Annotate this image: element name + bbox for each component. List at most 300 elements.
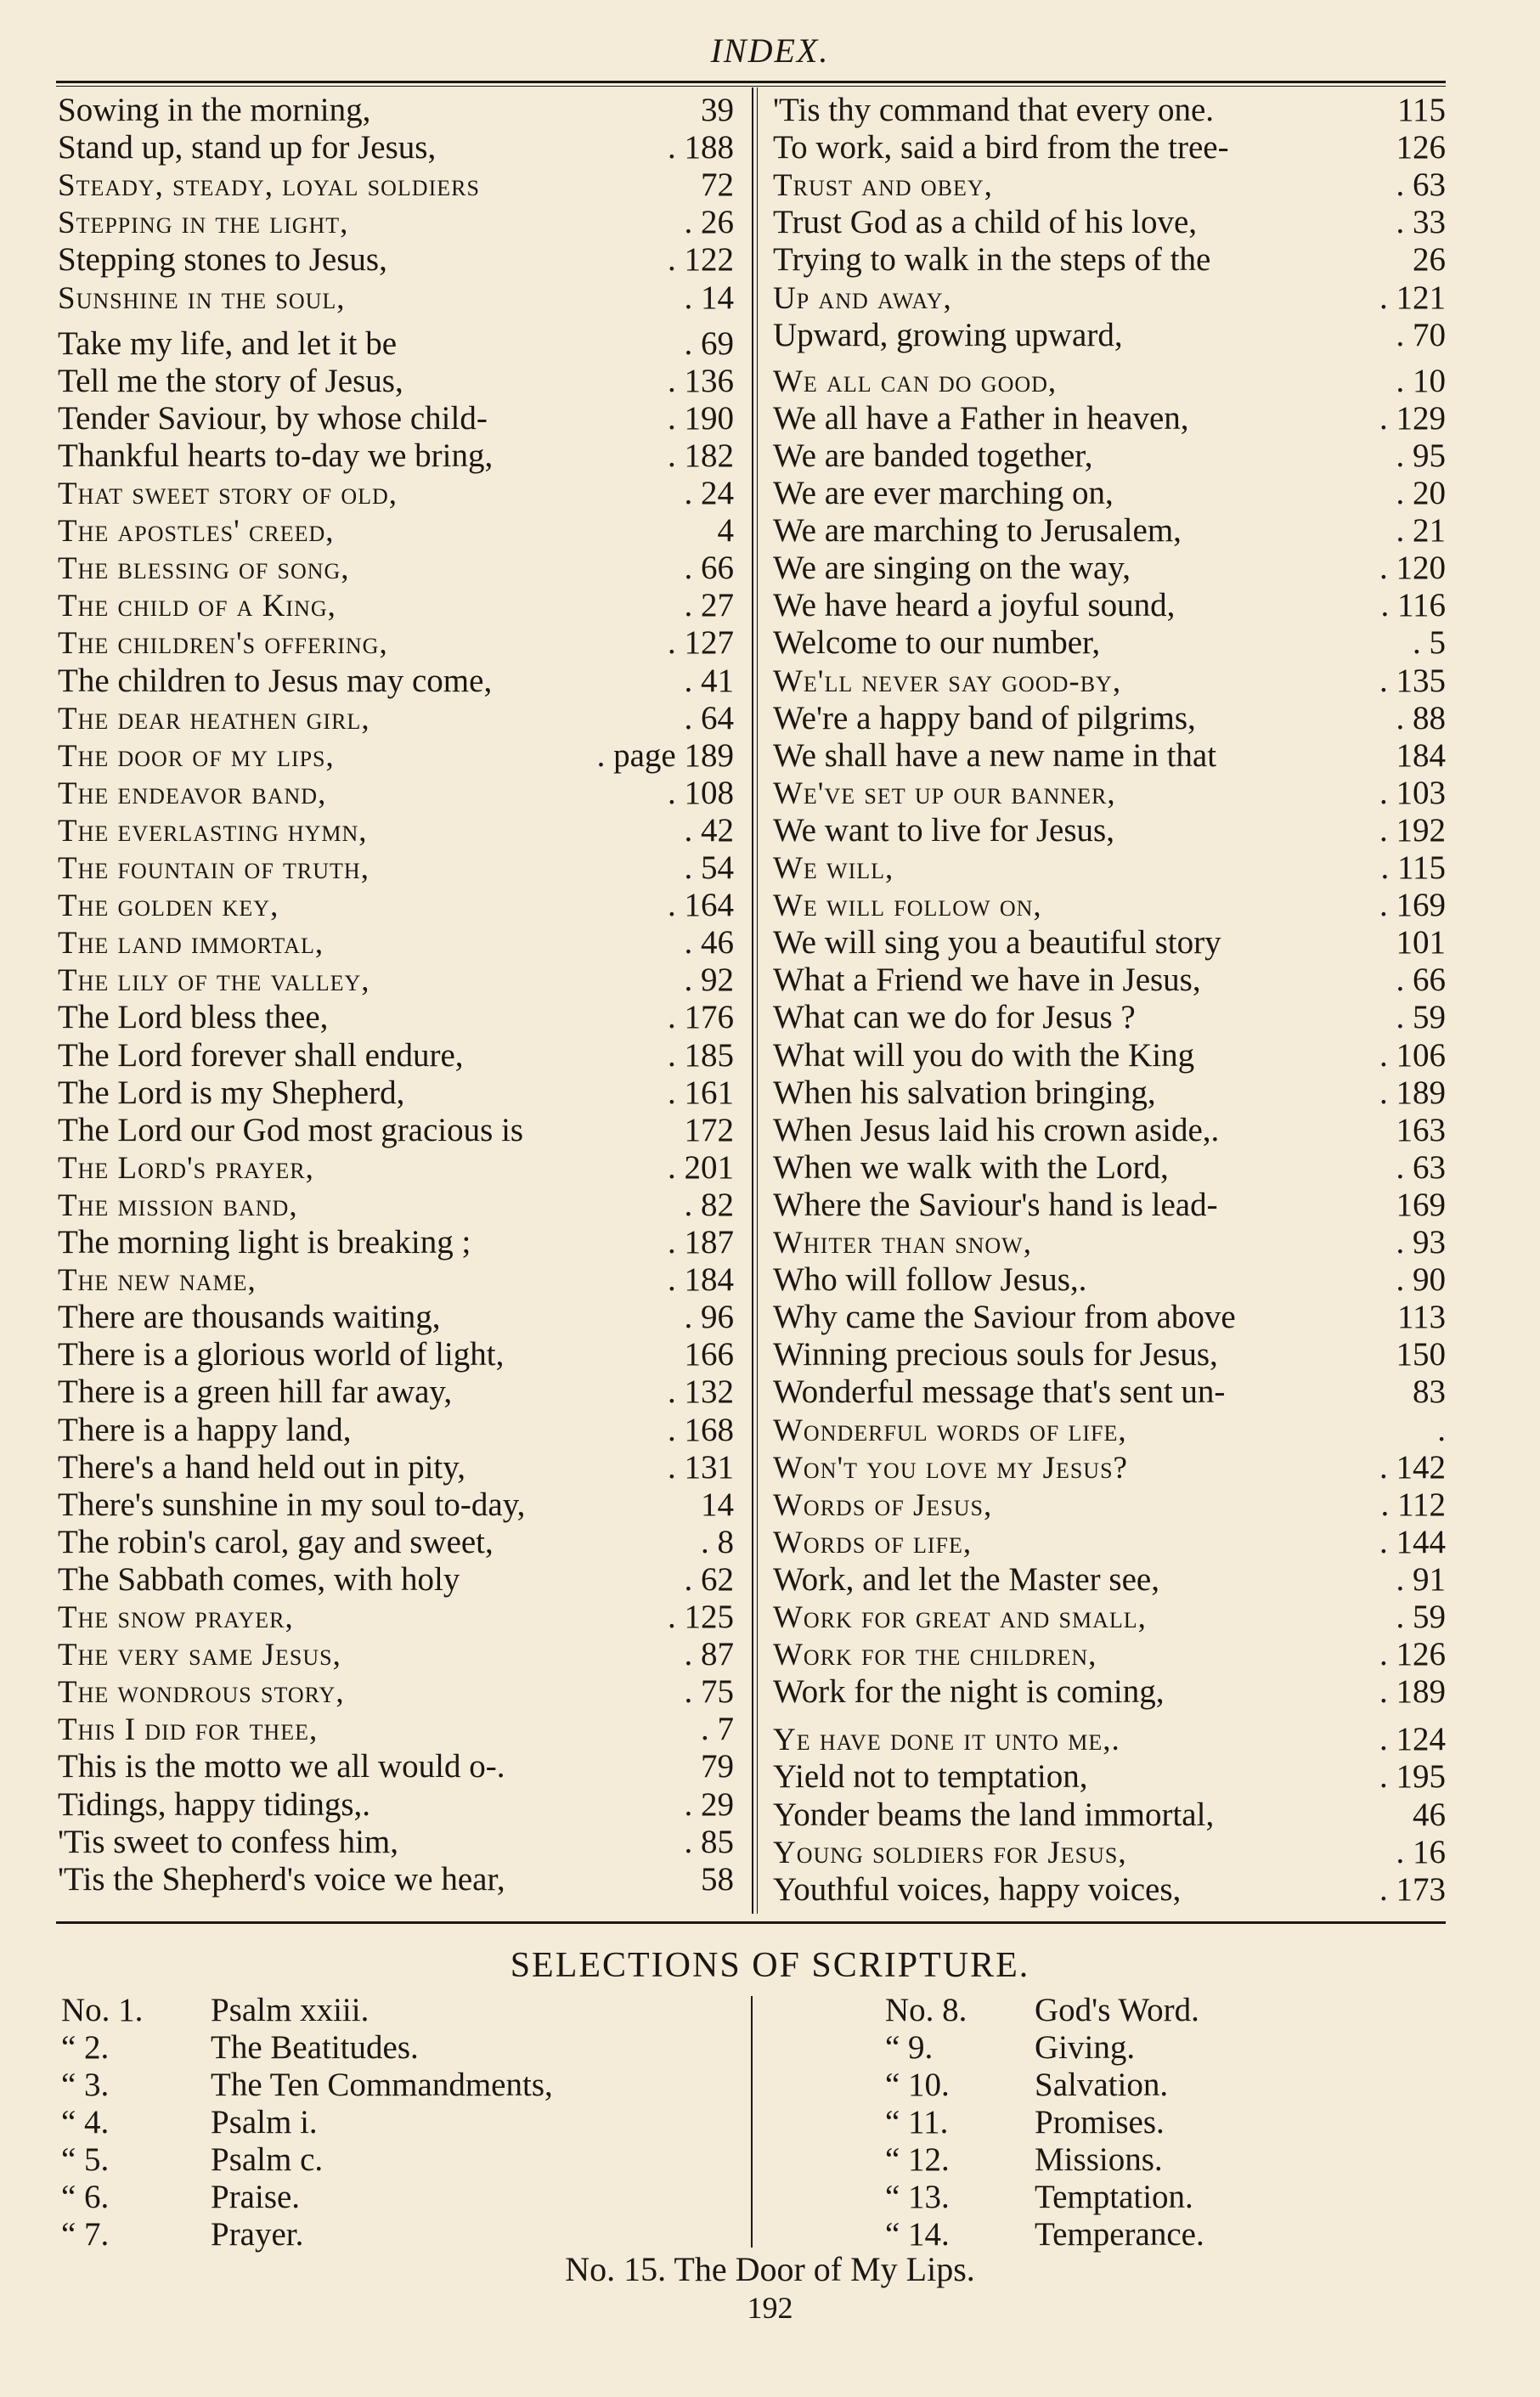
index-entry <box>58 241 734 279</box>
entry-title: Thankful hearts to-day we bring, <box>58 437 494 474</box>
index-entry <box>58 1636 734 1673</box>
entry-title: The apostles' creed, <box>58 514 335 550</box>
entry-title: Work for the night is coming, <box>773 1673 1165 1711</box>
scripture-name: Missions. <box>1035 2141 1163 2178</box>
entry-title: Up and away, <box>773 280 952 316</box>
index-entry <box>773 999 1446 1036</box>
entry-page-number: . 20 <box>1396 475 1446 511</box>
entry-title: What can we do for Jesus ? <box>773 999 1136 1036</box>
entry-title: Youthful voices, happy voices, <box>773 1870 1182 1908</box>
entry-title: We will sing you a beautiful story <box>773 924 1221 962</box>
entry-title: Sunshine in the soul, <box>58 280 346 316</box>
scripture-entry <box>885 1992 1199 2029</box>
entry-title: The very same Jesus, <box>58 1638 341 1673</box>
scripture-number: No. 8. <box>885 1992 967 2028</box>
entry-title: The Lord our God most gracious is <box>58 1111 524 1148</box>
index-entry <box>773 1449 1446 1486</box>
scripture-number: “ 6. <box>61 2179 110 2215</box>
entry-page-number: . 190 <box>668 399 734 437</box>
entry-title: There's sunshine in my soul to-day, <box>58 1486 526 1523</box>
index-entry <box>58 475 734 512</box>
entry-title: There's a hand held out in pity, <box>58 1448 465 1486</box>
entry-title: Won't you love my Jesus? <box>773 1450 1128 1486</box>
entry-page-number: . 195 <box>1379 1758 1446 1796</box>
entry-page-number: . 64 <box>684 699 734 736</box>
index-entry <box>58 279 734 317</box>
entry-page-number: . 85 <box>684 1823 734 1860</box>
index-entry <box>58 1449 734 1486</box>
entry-page-number: . 92 <box>684 962 734 999</box>
column-divider-thin <box>757 87 758 1914</box>
scripture-number: “ 14. <box>885 2216 950 2253</box>
entry-page-number: . 88 <box>1396 699 1446 736</box>
index-entry <box>773 400 1446 437</box>
entry-title: We shall have a new name in that <box>773 736 1217 774</box>
index-entry <box>773 887 1446 924</box>
index-entry <box>58 1524 734 1561</box>
index-entry <box>773 317 1446 354</box>
scripture-name: The Ten Commandments, <box>211 2067 553 2103</box>
index-entry <box>773 663 1446 700</box>
entry-page-number: . 91 <box>1396 1560 1446 1598</box>
index-entry <box>773 737 1446 775</box>
entry-page-number: . 29 <box>684 1785 734 1823</box>
scripture-entry <box>61 2067 553 2104</box>
index-entry <box>773 1834 1446 1871</box>
scripture-entry <box>885 2179 1193 2216</box>
entry-page-number: 39 <box>701 92 734 128</box>
entry-page-number: . 187 <box>668 1224 734 1261</box>
entry-page-number: . 26 <box>684 204 734 241</box>
index-entry <box>58 887 734 924</box>
index-entry <box>58 1561 734 1599</box>
scripture-name: The Beatitudes. <box>211 2029 419 2066</box>
entry-title: Tell me the story of Jesus, <box>58 362 403 399</box>
scripture-entry <box>885 2104 1165 2141</box>
index-entry <box>773 129 1446 166</box>
entry-title: Who will follow Jesus,. <box>773 1261 1087 1299</box>
entry-title: Trust God as a child of his love, <box>773 204 1198 241</box>
entry-title: Where the Saviour's hand is lead- <box>773 1186 1218 1223</box>
entry-page-number: 113 <box>1396 1299 1446 1336</box>
entry-title: To work, said a bird from the tree- <box>773 129 1229 166</box>
index-entry <box>773 587 1446 624</box>
scripture-divider <box>751 1996 753 2248</box>
entry-page-number: . 182 <box>668 437 734 474</box>
entry-title: The children's offering, <box>58 626 388 662</box>
entry-title: When we walk with the Lord, <box>773 1148 1169 1186</box>
index-entry <box>773 1561 1446 1599</box>
entry-page-number: . 10 <box>1396 362 1446 399</box>
entry-title: Stand up, stand up for Jesus, <box>58 129 437 166</box>
index-entry <box>773 512 1446 550</box>
entry-page-number: . 96 <box>684 1299 734 1336</box>
index-entry <box>773 363 1446 400</box>
index-entry <box>58 92 734 129</box>
scripture-number: “ 7. <box>61 2216 110 2253</box>
entry-title: The new name, <box>58 1263 257 1299</box>
index-entry <box>773 962 1446 999</box>
entry-page-number: . 115 <box>1380 849 1446 886</box>
entry-title: The Sabbath comes, with holy <box>58 1560 460 1598</box>
entry-title: The child of a King, <box>58 589 336 624</box>
entry-page-number: . 66 <box>684 550 734 587</box>
entry-title: The Lord is my Shepherd, <box>58 1074 405 1111</box>
scripture-name: Psalm i. <box>211 2104 318 2140</box>
entry-title: The land immortal, <box>58 926 324 962</box>
entry-page-number: 72 <box>701 166 734 204</box>
index-entry <box>773 550 1446 587</box>
entry-title: We will follow on, <box>773 888 1042 924</box>
entry-title: Tidings, happy tidings,. <box>58 1785 371 1823</box>
entry-page-number: . 7 <box>701 1711 734 1748</box>
entry-page-number: . 184 <box>668 1261 734 1299</box>
scripture-number: “ 12. <box>885 2141 950 2178</box>
entry-page-number: . 173 <box>1379 1870 1446 1908</box>
entry-page-number: . 106 <box>1379 1036 1446 1074</box>
entry-title: Take my life, and let it be <box>58 324 398 362</box>
entry-page-number: . 24 <box>684 475 734 511</box>
entry-page-number: . 93 <box>1396 1224 1446 1261</box>
entry-page-number: . 63 <box>1396 166 1446 204</box>
index-entry <box>773 1721 1446 1758</box>
index-entry <box>58 1037 734 1074</box>
scripture-number: “ 4. <box>61 2104 110 2140</box>
index-entry <box>58 1187 734 1224</box>
index-entry <box>58 363 734 400</box>
index-entry <box>58 166 734 204</box>
index-entry <box>773 437 1446 475</box>
index-entry <box>773 849 1446 887</box>
entry-page-number: . 189 <box>1379 1074 1446 1111</box>
entry-title: There is a glorious world of light, <box>58 1336 505 1373</box>
index-entry <box>773 700 1446 737</box>
entry-page-number: . 33 <box>1396 204 1446 241</box>
entry-title: Whiter than snow, <box>773 1226 1032 1261</box>
entry-title: Trust and obey, <box>773 168 993 204</box>
scripture-name: Psalm xxiii. <box>211 1992 369 2028</box>
entry-page-number: 14 <box>701 1486 734 1523</box>
index-entry <box>58 1599 734 1636</box>
entry-page-number: . 132 <box>668 1373 734 1411</box>
index-entry <box>58 1412 734 1449</box>
entry-title: The endeavor band, <box>58 776 327 811</box>
entry-title: Wonderful message that's sent un- <box>773 1373 1226 1411</box>
index-entry <box>58 1261 734 1299</box>
entry-page-number: . 122 <box>668 241 734 279</box>
index-entry <box>58 1373 734 1411</box>
entry-page-number: . 189 <box>1379 1673 1446 1711</box>
entry-title: What a Friend we have in Jesus, <box>773 962 1201 999</box>
entry-page-number: 184 <box>1396 736 1446 774</box>
page-number: 192 <box>747 2291 793 2325</box>
entry-title: This I did for thee, <box>58 1712 319 1748</box>
entry-page-number: . 59 <box>1396 1599 1446 1635</box>
entry-title: The door of my lips, <box>58 738 335 774</box>
entry-page-number: . 176 <box>668 999 734 1036</box>
column-divider <box>752 87 753 1914</box>
index-entry <box>773 775 1446 812</box>
index-entry <box>58 737 734 775</box>
index-entry <box>58 400 734 437</box>
scripture-name: Promises. <box>1035 2104 1165 2140</box>
index-entry <box>58 1336 734 1373</box>
entry-page-number: . 136 <box>668 362 734 399</box>
entry-title: Stepping in the light, <box>58 206 349 241</box>
index-entry <box>58 1149 734 1187</box>
scripture-name: Salvation. <box>1035 2067 1169 2103</box>
entry-title: The children to Jesus may come, <box>58 662 493 699</box>
index-entry <box>58 962 734 999</box>
scripture-entry <box>61 2141 323 2179</box>
index-entry <box>773 1486 1446 1524</box>
entry-title: That sweet story of old, <box>58 477 398 511</box>
index-entry <box>58 204 734 241</box>
scripture-number: “ 11. <box>885 2104 949 2140</box>
index-entry <box>58 437 734 475</box>
scripture-name: Temptation. <box>1035 2179 1193 2215</box>
index-entry <box>773 1673 1446 1711</box>
entry-page-number: . 164 <box>668 887 734 924</box>
entry-title: We are banded together, <box>773 437 1093 474</box>
entry-title: Yonder beams the land immortal, <box>773 1796 1215 1833</box>
entry-title: Trying to walk in the steps of the <box>773 241 1211 279</box>
entry-page-number: . page 189 <box>596 736 734 774</box>
scripture-name: Prayer. <box>211 2216 304 2253</box>
entry-page-number: . 161 <box>668 1074 734 1111</box>
entry-page-number: . 87 <box>684 1636 734 1673</box>
entry-title: The dear heathen girl, <box>58 701 370 736</box>
entry-title: Winning precious souls for Jesus, <box>773 1336 1218 1373</box>
index-entry <box>773 92 1446 129</box>
entry-title: The wondrous story, <box>58 1675 345 1711</box>
entry-page-number: . 70 <box>1396 316 1446 353</box>
entry-page-number: . 8 <box>701 1523 734 1560</box>
entry-title: 'Tis sweet to confess him, <box>58 1823 399 1860</box>
entry-title: Stepping stones to Jesus, <box>58 241 387 279</box>
index-entry <box>58 1711 734 1748</box>
entry-page-number: . 185 <box>668 1036 734 1074</box>
entry-title: Wonderful words of life, <box>773 1413 1127 1448</box>
entry-page-number: . 14 <box>684 279 734 316</box>
entry-title: We've set up our banner, <box>773 776 1116 811</box>
entry-page-number: . 144 <box>1379 1523 1446 1560</box>
entry-title: Words of Jesus, <box>773 1487 993 1523</box>
entry-page-number: . 112 <box>1380 1486 1446 1523</box>
index-entry <box>773 812 1446 849</box>
scripture-number: “ 10. <box>885 2067 950 2103</box>
scripture-entry <box>885 2067 1168 2104</box>
entry-page-number: . 135 <box>1379 662 1446 699</box>
entry-title: We are singing on the way, <box>773 550 1131 587</box>
entry-title: The Lord forever shall endure, <box>58 1036 464 1074</box>
entry-title: The golden key, <box>58 888 279 924</box>
entry-page-number: . 127 <box>668 624 734 662</box>
index-entry <box>58 1786 734 1824</box>
entry-title: The Lord bless thee, <box>58 999 329 1036</box>
entry-title: 'Tis thy command that every one. <box>773 92 1215 128</box>
entry-title: There are thousands waiting, <box>58 1299 441 1336</box>
scripture-name: Giving. <box>1035 2029 1136 2066</box>
entry-page-number: 46 <box>1413 1796 1446 1833</box>
entry-page-number: . 90 <box>1396 1261 1446 1299</box>
entry-page-number: . 168 <box>668 1411 734 1448</box>
entry-page-number: . 16 <box>1396 1833 1446 1870</box>
entry-page-number: . 192 <box>1379 811 1446 849</box>
entry-page-number: . 75 <box>684 1673 734 1711</box>
entry-title: The Lord's prayer, <box>58 1150 314 1186</box>
index-entry <box>58 1074 734 1112</box>
scripture-entry <box>61 2029 419 2067</box>
scripture-name: God's Word. <box>1035 1992 1199 2028</box>
scripture-number: “ 5. <box>61 2141 110 2178</box>
entry-title: Young soldiers for Jesus, <box>773 1835 1127 1870</box>
entry-title: The mission band, <box>58 1187 298 1223</box>
scripture-number: “ 2. <box>61 2029 110 2066</box>
scripture-number: “ 13. <box>885 2179 950 2215</box>
scripture-number: No. 1. <box>61 1992 144 2028</box>
index-entry <box>58 512 734 550</box>
entry-title: There is a happy land, <box>58 1411 352 1448</box>
entry-page-number: . 82 <box>684 1186 734 1223</box>
entry-title: Why came the Saviour from above <box>773 1299 1236 1336</box>
scripture-entry <box>61 2179 300 2216</box>
index-entry <box>773 624 1446 662</box>
entry-title: We're a happy band of pilgrims, <box>773 699 1196 736</box>
entry-page-number: 83 <box>1413 1373 1446 1411</box>
entry-title: The snow prayer, <box>58 1600 294 1635</box>
index-entry <box>773 166 1446 204</box>
entry-page-number: . 62 <box>684 1560 734 1598</box>
entry-title: This is the motto we all would o-. <box>58 1748 505 1785</box>
entry-page-number: 126 <box>1396 129 1446 166</box>
index-entry <box>58 849 734 887</box>
entry-page-number: . 5 <box>1413 624 1446 662</box>
entry-page-number: . 21 <box>1396 512 1446 550</box>
index-entry <box>773 1299 1446 1336</box>
index-entry <box>58 812 734 849</box>
index-entry <box>773 1187 1446 1224</box>
index-entry <box>58 1673 734 1711</box>
index-entry <box>58 1112 734 1149</box>
scripture-number: “ 3. <box>61 2067 110 2103</box>
entry-title: We'll never say good-by, <box>773 663 1122 699</box>
index-entry <box>773 1037 1446 1074</box>
index-entry <box>773 1112 1446 1149</box>
index-entry <box>773 1871 1446 1909</box>
scripture-entry <box>885 2141 1163 2179</box>
index-entry <box>773 475 1446 512</box>
entry-page-number: . 69 <box>684 324 734 362</box>
entry-page-number: 115 <box>1396 92 1446 128</box>
index-entry <box>773 1796 1446 1834</box>
entry-page-number: . 66 <box>1396 962 1446 999</box>
entry-title: Tender Saviour, by whose child- <box>58 399 488 437</box>
entry-title: The lily of the valley, <box>58 963 370 999</box>
index-entry <box>58 325 734 363</box>
scripture-name: Temperance. <box>1035 2216 1204 2253</box>
entry-page-number: 79 <box>701 1748 734 1785</box>
index-entry <box>58 1824 734 1861</box>
entry-page-number: . 201 <box>668 1148 734 1186</box>
scripture-name: Psalm c. <box>211 2141 324 2178</box>
index-entry <box>773 924 1446 962</box>
entry-page-number: . 126 <box>1379 1636 1446 1673</box>
index-entry <box>773 1758 1446 1796</box>
index-entry <box>773 1412 1446 1449</box>
index-entry <box>58 1748 734 1785</box>
entry-title: We are ever marching on, <box>773 475 1114 511</box>
scripture-entry <box>885 2216 1204 2253</box>
scripture-number: “ 9. <box>885 2029 934 2066</box>
index-entry <box>773 1149 1446 1187</box>
entry-title: Welcome to our number, <box>773 624 1101 662</box>
entry-page-number: . 108 <box>668 774 734 811</box>
scripture-heading: SELECTIONS OF SCRIPTURE. <box>510 1946 1030 1985</box>
entry-title: What will you do with the King <box>773 1036 1195 1074</box>
entry-page-number: . 27 <box>684 587 734 624</box>
index-entry <box>58 924 734 962</box>
entry-page-number: 4 <box>717 512 734 550</box>
entry-title: When Jesus laid his crown aside,. <box>773 1111 1220 1148</box>
entry-page-number: . 59 <box>1396 999 1446 1036</box>
entry-title: We will, <box>773 851 894 886</box>
entry-page-number: . 121 <box>1379 279 1446 316</box>
entry-page-number: . 125 <box>668 1599 734 1635</box>
scripture-entry <box>885 2029 1135 2067</box>
entry-title: 'Tis the Shepherd's voice we hear, <box>58 1860 505 1898</box>
index-entry <box>58 129 734 166</box>
entry-title: The robin's carol, gay and sweet, <box>58 1523 494 1560</box>
entry-page-number: . 120 <box>1379 550 1446 587</box>
index-entry <box>58 775 734 812</box>
entry-title: Ye have done it unto me,. <box>773 1723 1120 1758</box>
entry-page-number: 150 <box>1396 1336 1446 1373</box>
index-entry <box>773 1336 1446 1373</box>
scripture-entry <box>61 1992 369 2029</box>
index-entry <box>773 1261 1446 1299</box>
entry-title: When his salvation bringing, <box>773 1074 1156 1111</box>
index-entry <box>58 1299 734 1336</box>
entry-page-number: 166 <box>684 1336 734 1373</box>
entry-title: We all can do good, <box>773 364 1058 399</box>
entry-title: The fountain of truth, <box>58 851 369 886</box>
entry-page-number: 58 <box>701 1860 734 1898</box>
entry-title: Words of life, <box>773 1525 973 1560</box>
scripture-name: Praise. <box>211 2179 301 2215</box>
page-title: INDEX. <box>710 31 830 70</box>
index-entry <box>773 241 1446 279</box>
entry-title: Sowing in the morning, <box>58 92 371 128</box>
entry-page-number: 169 <box>1396 1186 1446 1223</box>
entry-page-number: . 188 <box>668 129 734 166</box>
header-rule-thin <box>56 86 1446 87</box>
entry-page-number: . 103 <box>1379 774 1446 811</box>
index-entry <box>773 279 1446 317</box>
entry-page-number: . 116 <box>1380 587 1446 624</box>
entry-title: Work for great and small, <box>773 1600 1147 1635</box>
entry-page-number: . 46 <box>684 924 734 962</box>
index-bottom-rule <box>56 1921 1446 1924</box>
entry-page-number: . 129 <box>1379 399 1446 437</box>
index-entry <box>773 1224 1446 1261</box>
index-entry <box>58 700 734 737</box>
entry-page-number: . 169 <box>1379 887 1446 924</box>
index-entry <box>773 1524 1446 1561</box>
index-entry <box>58 1486 734 1524</box>
index-entry <box>58 624 734 662</box>
index-entry <box>58 1224 734 1261</box>
